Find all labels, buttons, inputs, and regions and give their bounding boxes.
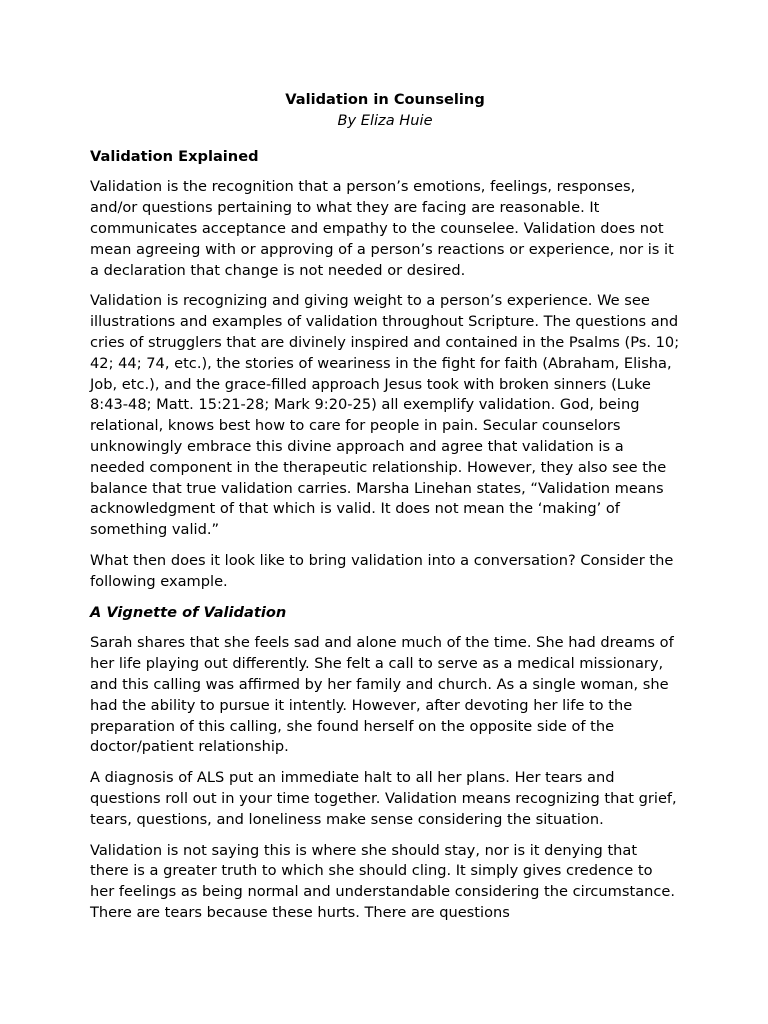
section-heading: Validation Explained [90,147,259,165]
paragraph: A diagnosis of ALS put an immediate halt to all her plans. Her tears and questions roll out in your time together. Validation means recognizing that grief, tears, questions, and loneliness make sense considering the situation. [90,769,677,828]
document-byline: By Eliza Huie [337,111,433,129]
document-body [90,90,680,934]
paragraph: What then does it look like to bring validation into a conversation? Consider the following example. [90,551,674,590]
paragraph: Sarah shares that she feels sad and alone much of the time. She had dreams of her life playing out differently. She felt a call to serve as a medical missionary, and this calling was affirmed by her family and church. As a single woman, she had the ability to pursue it intently. However, after devoting her life to the preparation of this calling, she found herself on the opposite side of the doctor/patient relationship. [90,634,674,756]
paragraph: Validation is the recognition that a person’s emotions, feelings, responses, and/or questions pertaining to what they are facing are reasonable. It communicates acceptance and empathy to the counselee. Validation does not mean agreeing with or approving of a person’s reactions or experience, nor is it a declaration that change is not needed or desired. [90,178,674,279]
section-vignette-of-validation [90,603,680,924]
section-heading: A Vignette of Validation [90,603,287,621]
section-validation-explained [90,147,680,593]
paragraph: Validation is not saying this is where she should stay, nor is it denying that there is a greater truth to which she should cling. It simply gives credence to her feelings as being normal and understandable considering the circumstance. There are tears because these hurts. There are questions [90,841,676,921]
paragraph: Validation is recognizing and giving weight to a person’s experience. We see illustrations and examples of validation throughout Scripture. The questions and cries of strugglers that are divinely inspired and contained in the Psalms (Ps. 10; 42; 44; 74, etc.), the stories of weariness in the fight for faith (Abraham, Elisha, Job, etc.), and the grace-filled approach Jesus took with broken sinners (Luke 8:43-48; Matt. 15:21-28; Mark 9:20-25) all exemplify validation. God, being relational, knows best how to care for people in pain. Secular counselors unknowingly embrace this divine approach and agree that validation is a needed component in the therapeutic relationship. However, they also see the balance that true validation carries. Marsha Linehan states, “Validation means acknowledgment of that which is valid. It does not mean the ‘making’ of something valid.” [90,292,680,539]
document-title: Validation in Counseling [285,91,485,108]
